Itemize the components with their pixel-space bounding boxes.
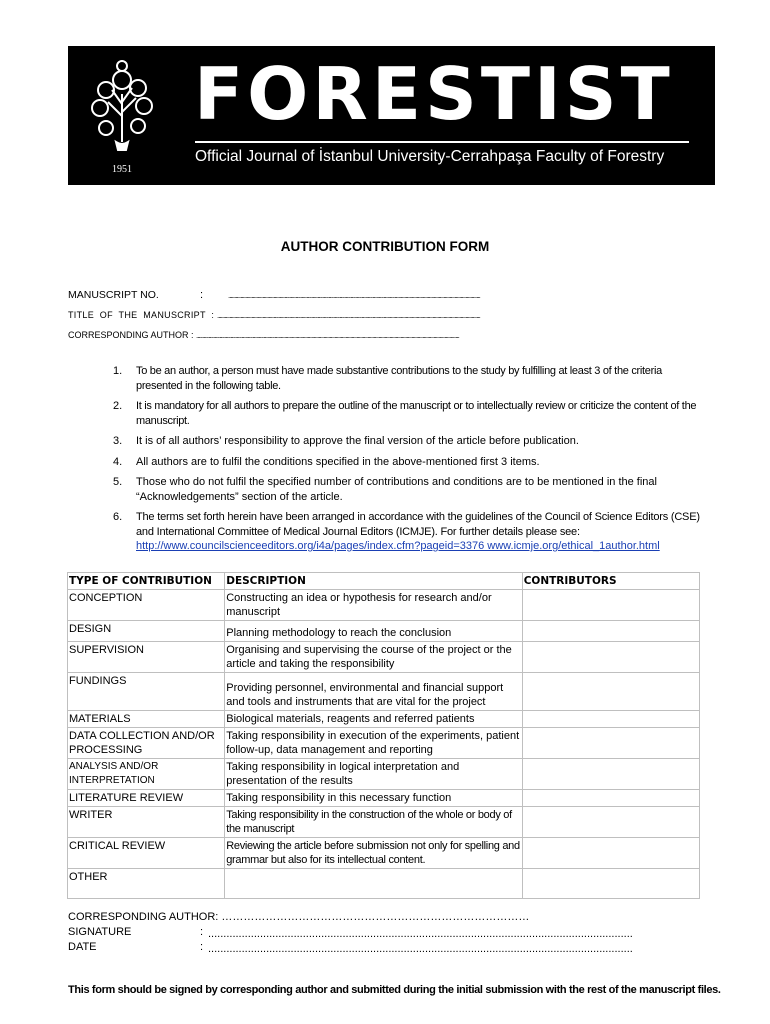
tree-logo-icon — [82, 54, 162, 178]
instruction-item — [113, 475, 703, 504]
contribution-type: CONCEPTION — [68, 590, 225, 621]
contributors-cell[interactable] — [522, 759, 699, 790]
footer-corresponding-blank[interactable]: ………………………………………………………………………… — [221, 911, 530, 923]
date-colon: : — [200, 941, 204, 953]
instruction-item — [113, 364, 703, 393]
header-type: TYPE OF CONTRIBUTION — [68, 573, 225, 590]
manuscript-no-field — [68, 289, 480, 301]
contribution-description: Planning methodology to reach the conclusion — [225, 621, 522, 642]
banner-divider — [195, 141, 689, 143]
contributors-cell[interactable] — [522, 728, 699, 759]
instruction-text: To be an author, a person must have made substantive contributions to the study by fulfilling at least 3 of the criteria presented in the following table. — [136, 365, 662, 392]
date-field — [68, 941, 633, 955]
instruction-number: 4. — [113, 455, 123, 468]
contribution-type: OTHER — [68, 869, 225, 899]
contributors-cell[interactable] — [522, 711, 699, 728]
instruction-item — [113, 510, 703, 554]
instruction-text: The terms set forth herein have been arranged in accordance with the guidelines of the Council of Science Editors (CSE) and International Committee of Medical Journal Editors (ICMJE). For further details please see: — [136, 511, 700, 538]
contribution-type: MATERIALS — [68, 711, 225, 728]
contribution-description: Reviewing the article before submission not only for spelling and grammar but also for its intellectual content. — [225, 838, 522, 869]
journal-banner — [68, 46, 715, 185]
journal-name: FORESTIST — [194, 52, 674, 136]
contribution-description: Taking responsibility in logical interpretation and presentation of the results — [225, 759, 522, 790]
contribution-table — [67, 572, 700, 899]
contribution-type: FUNDINGS — [68, 673, 225, 711]
table-row — [68, 642, 700, 673]
contribution-type: WRITER — [68, 807, 225, 838]
instruction-text: It is of all authors’ responsibility to approve the final version of the article before publication. — [136, 435, 579, 447]
instructions-list — [113, 364, 703, 560]
title-blank[interactable]: ....................................................................................................................................................................................................................... — [217, 311, 480, 320]
corresponding-author-blank[interactable]: ....................................................................................................................................................................................................................... — [196, 331, 459, 340]
contribution-description: Biological materials, reagents and referred patients — [225, 711, 522, 728]
table-row — [68, 728, 700, 759]
instruction-item — [113, 434, 703, 449]
contributors-cell[interactable] — [522, 642, 699, 673]
signature-colon: : — [200, 926, 204, 938]
form-title: AUTHOR CONTRIBUTION FORM — [280, 239, 490, 254]
contributors-cell[interactable] — [522, 621, 699, 642]
contribution-type: DATA COLLECTION AND/OR PROCESSING — [68, 728, 225, 759]
instruction-number: 1. — [113, 365, 123, 377]
table-row — [68, 711, 700, 728]
guidelines-link[interactable]: http://www.councilscienceeditors.org/i4a/pages/index.cfm?pageid=3376 www.icmje.org/ethical_1author.html — [136, 540, 660, 552]
table-row — [68, 869, 700, 899]
contribution-description: Providing personnel, environmental and financial support and tools and instruments that are vital for the project — [225, 673, 522, 711]
contribution-type: DESIGN — [68, 621, 225, 642]
footer-corresponding-author — [68, 911, 529, 923]
table-row — [68, 838, 700, 869]
contributors-cell[interactable] — [522, 790, 699, 807]
manuscript-no-blank[interactable]: .............................................................................................................................................................................................................. — [228, 291, 480, 300]
contribution-description: Organising and supervising the course of the project or the article and taking the responsibility — [225, 642, 522, 673]
contributors-cell[interactable] — [522, 838, 699, 869]
instruction-text: It is mandatory for all authors to prepare the outline of the manuscript or to intellectually review or criticize the content of the manuscript. — [136, 400, 697, 427]
date-label: DATE — [68, 941, 97, 953]
instruction-number: 3. — [113, 435, 123, 447]
contributors-cell[interactable] — [522, 807, 699, 838]
footer-corresponding-label: CORRESPONDING AUTHOR: — [68, 911, 219, 923]
contributors-cell[interactable] — [522, 673, 699, 711]
contribution-type: CRITICAL REVIEW — [68, 838, 225, 869]
corresponding-author-field — [68, 330, 571, 340]
table-row — [68, 673, 700, 711]
instruction-number: 6. — [113, 511, 123, 523]
contribution-description: Taking responsibility in the construction of the whole or body of the manuscript — [225, 807, 522, 838]
instruction-text: Those who do not fulfil the specified number of contributions and conditions are to be mentioned in the final “Acknowledgements” section of the article. — [136, 476, 657, 503]
contribution-type: SUPERVISION — [68, 642, 225, 673]
contributors-cell[interactable] — [522, 869, 699, 899]
contributors-cell[interactable] — [522, 590, 699, 621]
signature-label: SIGNATURE — [68, 926, 132, 938]
contribution-description: Taking responsibility in this necessary function — [225, 790, 522, 807]
instruction-text: All authors are to fulfil the conditions specified in the above-mentioned first 3 items. — [136, 455, 540, 468]
table-row — [68, 807, 700, 838]
title-label: TITLE OF THE MANUSCRIPT : — [68, 310, 215, 320]
instruction-item — [113, 455, 703, 470]
title-field — [68, 310, 589, 320]
table-row — [68, 621, 700, 642]
contribution-description: Taking responsibility in execution of the experiments, patient follow-up, data management and reporting — [225, 728, 522, 759]
corresponding-author-label: CORRESPONDING AUTHOR : — [68, 330, 194, 340]
contribution-description[interactable] — [225, 869, 522, 899]
header-contributors: CONTRIBUTORS — [522, 573, 699, 590]
manuscript-no-label: MANUSCRIPT NO. — [68, 289, 159, 301]
table-row — [68, 790, 700, 807]
instruction-number: 5. — [113, 476, 123, 488]
header-description: DESCRIPTION — [225, 573, 522, 590]
instruction-number: 2. — [113, 400, 123, 412]
signature-blank[interactable]: ........................................................................................................................................... — [208, 928, 633, 940]
table-row — [68, 759, 700, 790]
contribution-type: LITERATURE REVIEW — [68, 790, 225, 807]
logo-year: 1951 — [112, 164, 132, 175]
instruction-item — [113, 399, 703, 428]
table-header-row — [68, 573, 700, 590]
date-blank[interactable]: ........................................................................................................................................... — [208, 943, 633, 955]
table-row — [68, 590, 700, 621]
journal-subtitle: Official Journal of İstanbul University-Cerrahpaşa Faculty of Forestry — [195, 148, 665, 165]
submission-note: This form should be signed by corresponding author and submitted during the initial submission with the rest of the manuscript files. — [68, 984, 721, 996]
contribution-type: ANALYSIS AND/OR INTERPRETATION — [68, 759, 225, 790]
manuscript-no-colon: : — [200, 289, 204, 301]
signature-field — [68, 926, 633, 940]
contribution-description: Constructing an idea or hypothesis for research and/or manuscript — [225, 590, 522, 621]
